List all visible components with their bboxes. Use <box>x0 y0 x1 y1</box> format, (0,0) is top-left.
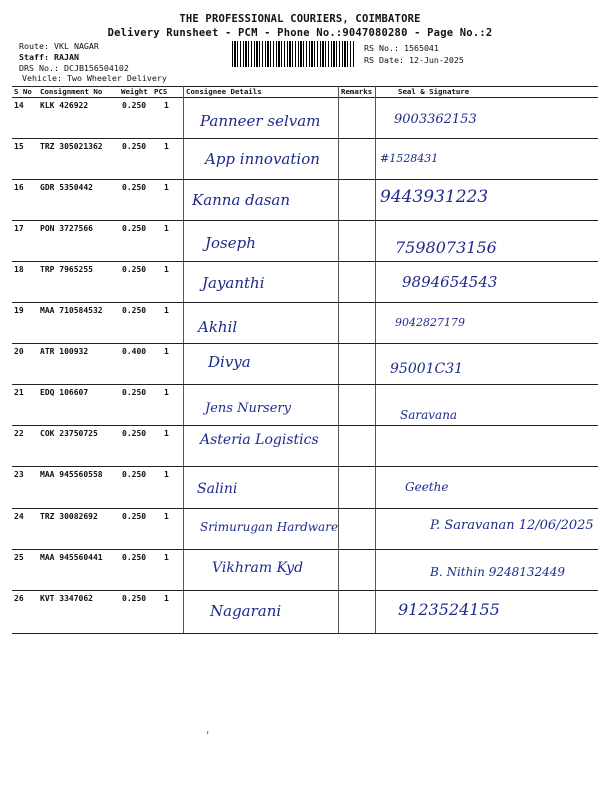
consignee-name: Joseph <box>205 234 256 252</box>
consignee-name: Jayanthi <box>202 274 265 292</box>
vehicle-label: Vehicle: Two Wheeler Delivery <box>22 73 167 83</box>
consignment-number: KVT 3347062 <box>40 594 93 603</box>
weight-value: 0.250 <box>122 429 147 438</box>
row-divider <box>12 220 598 221</box>
pcs-value: 1 <box>164 347 169 356</box>
weight-value: 0.250 <box>122 142 147 151</box>
pcs-value: 1 <box>164 306 169 315</box>
col-consignment: Consignment No <box>40 87 103 96</box>
signature: 7598073156 <box>395 238 497 257</box>
consignee-name: Srimurugan Hardware <box>200 520 339 534</box>
weight-value: 0.250 <box>122 553 147 562</box>
pcs-value: 1 <box>164 265 169 274</box>
runsheet-subtitle: Delivery Runsheet - PCM - Phone No.:9047080280 - Page No.:2 <box>107 27 493 39</box>
row-sno: 14 <box>14 101 24 110</box>
row-divider <box>12 466 598 467</box>
signature: 95001C31 <box>390 361 464 377</box>
row-divider <box>12 343 598 344</box>
row-sno: 19 <box>14 306 24 315</box>
consignee-name: Kanna dasan <box>192 191 291 209</box>
consignee-name: Nagarani <box>210 602 282 620</box>
pcs-value: 1 <box>164 183 169 192</box>
rs-date: RS Date: 12-Jun-2025 <box>364 55 464 65</box>
row-sno: 23 <box>14 470 24 479</box>
row-sno: 26 <box>14 594 24 603</box>
weight-value: 0.250 <box>122 470 147 479</box>
weight-value: 0.250 <box>122 101 147 110</box>
pcs-value: 1 <box>164 594 169 603</box>
consignee-name: Akhil <box>198 318 238 336</box>
row-divider <box>12 633 598 634</box>
row-divider <box>12 590 598 591</box>
weight-value: 0.250 <box>122 512 147 521</box>
consignment-number: TRP 7965255 <box>40 265 93 274</box>
consignee-name: App innovation <box>205 150 320 168</box>
col-divider <box>375 86 376 634</box>
row-sno: 22 <box>14 429 24 438</box>
pcs-value: 1 <box>164 388 169 397</box>
col-divider <box>183 86 184 634</box>
header-bottom-border <box>12 97 598 98</box>
signature: #1528431 <box>380 152 439 165</box>
consignment-number: MAA 710584532 <box>40 306 103 315</box>
consignment-number: KLK 426922 <box>40 101 89 110</box>
staff-label: Staff: RAJAN <box>19 52 79 62</box>
signature: Geethe <box>405 480 449 494</box>
signature: 9123524155 <box>398 600 500 619</box>
pcs-value: 1 <box>164 429 169 438</box>
row-divider <box>12 508 598 509</box>
consignee-name: Vikhram Kyd <box>212 560 304 576</box>
signature: 9003362153 <box>394 112 477 127</box>
drs-label: DRS No.: DCJB156504102 <box>19 63 129 73</box>
pcs-value: 1 <box>164 512 169 521</box>
col-sno: S No <box>14 87 32 96</box>
weight-value: 0.250 <box>122 224 147 233</box>
pcs-value: 1 <box>164 470 169 479</box>
row-divider <box>12 302 598 303</box>
col-pcs: PCS <box>154 87 168 96</box>
consignee-name: Panneer selvam <box>200 112 321 130</box>
company-title: THE PROFESSIONAL COURIERS, COIMBATORE <box>179 13 421 25</box>
pcs-value: 1 <box>164 142 169 151</box>
consignment-number: MAA 945560558 <box>40 470 103 479</box>
consignment-number: MAA 945560441 <box>40 553 103 562</box>
row-divider <box>12 549 598 550</box>
signature: 9042827179 <box>395 316 465 329</box>
pcs-value: 1 <box>164 553 169 562</box>
col-signature: Seal & Signature <box>398 87 470 96</box>
col-consignee: Consignee Details <box>186 87 262 96</box>
consignment-number: ATR 100932 <box>40 347 89 356</box>
weight-value: 0.250 <box>122 306 147 315</box>
col-weight: Weight <box>121 87 148 96</box>
signature: 9894654543 <box>402 273 498 291</box>
consignment-number: TRZ 305021362 <box>40 142 103 151</box>
signature: P. Saravanan 12/06/2025 <box>430 518 594 533</box>
route-label: Route: VKL NAGAR <box>19 41 99 51</box>
row-divider <box>12 425 598 426</box>
consignee-name: Asteria Logistics <box>200 432 319 448</box>
row-divider <box>12 384 598 385</box>
row-sno: 21 <box>14 388 24 397</box>
signature: B. Nithin 9248132449 <box>430 565 566 579</box>
consignment-number: GDR 5350442 <box>40 183 93 192</box>
consignee-name: Salini <box>197 481 238 497</box>
barcode <box>232 41 354 67</box>
weight-value: 0.250 <box>122 388 147 397</box>
weight-value: 0.250 <box>122 265 147 274</box>
consignment-number: COK 23750725 <box>40 429 98 438</box>
col-divider <box>338 86 339 634</box>
row-divider <box>12 261 598 262</box>
pcs-value: 1 <box>164 101 169 110</box>
row-divider <box>12 138 598 139</box>
weight-value: 0.400 <box>122 347 147 356</box>
rs-number: RS No.: 1565041 <box>364 43 439 53</box>
consignment-number: PON 3727566 <box>40 224 93 233</box>
col-remarks: Remarks <box>341 87 373 96</box>
stray-mark: , <box>205 726 211 736</box>
signature: 9443931223 <box>380 187 489 207</box>
consignee-name: Divya <box>208 353 251 371</box>
row-sno: 15 <box>14 142 24 151</box>
weight-value: 0.250 <box>122 183 147 192</box>
pcs-value: 1 <box>164 224 169 233</box>
row-sno: 18 <box>14 265 24 274</box>
row-sno: 16 <box>14 183 24 192</box>
consignment-number: TRZ 30082692 <box>40 512 98 521</box>
weight-value: 0.250 <box>122 594 147 603</box>
row-sno: 17 <box>14 224 24 233</box>
consignee-name: Jens Nursery <box>205 401 291 416</box>
row-divider <box>12 179 598 180</box>
row-sno: 20 <box>14 347 24 356</box>
signature: Saravana <box>400 408 458 422</box>
row-sno: 24 <box>14 512 24 521</box>
consignment-number: EDQ 106607 <box>40 388 89 397</box>
row-sno: 25 <box>14 553 24 562</box>
